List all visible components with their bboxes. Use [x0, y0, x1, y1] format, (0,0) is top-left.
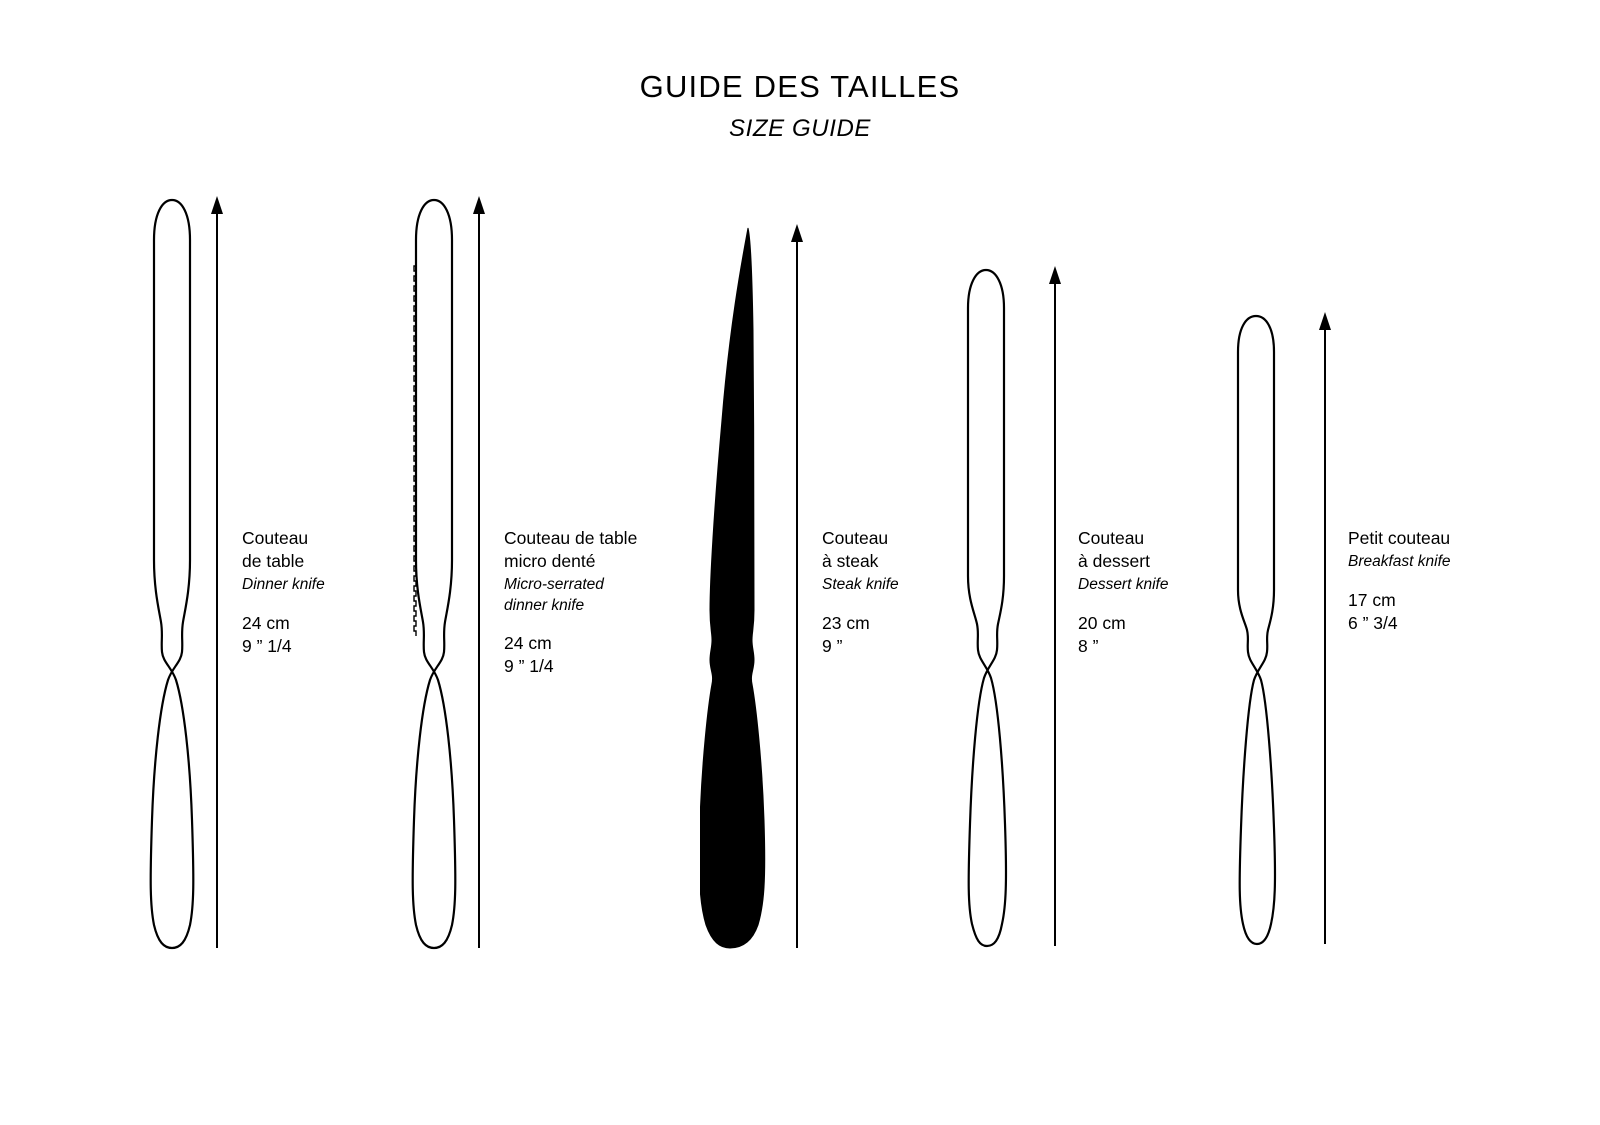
- breakfast-knife-size-cm: 17 cm: [1348, 589, 1396, 610]
- steak-knife-measure-arrow: [782, 0, 812, 1125]
- micro-serrated-knife-name-en-line2: dinner knife: [504, 596, 585, 614]
- steak-knife-name-fr-line2: à steak: [822, 551, 879, 572]
- micro-serrated-knife-name-fr-line1: Couteau de table: [504, 528, 638, 548]
- dessert-knife-size-cm: 20 cm: [1078, 612, 1126, 633]
- breakfast-knife-name-fr-line1: Petit couteau: [1348, 528, 1451, 548]
- dessert-knife-measure-arrow: [1040, 0, 1070, 1125]
- steak-knife-caption: [822, 527, 899, 658]
- dinner-knife-name-en: Dinner knife: [242, 576, 325, 594]
- page-title-fr: GUIDE DES TAILLES: [639, 69, 961, 104]
- steak-knife-name-en: Steak knife: [822, 576, 899, 594]
- page-title-en: SIZE GUIDE: [728, 114, 872, 142]
- dinner-knife-name-fr-line1: Couteau: [242, 528, 309, 548]
- dinner-knife-name-fr-line2: de table: [242, 551, 305, 572]
- dinner-knife-size-in: 9 ” 1/4: [242, 635, 292, 656]
- breakfast-knife-caption: [1348, 527, 1451, 635]
- micro-serrated-knife-measure-arrow: [464, 0, 494, 1125]
- dinner-knife-measure-arrow: [202, 0, 232, 1125]
- micro-serrated-knife-name-en-line1: Micro-serrated: [504, 576, 604, 594]
- dinner-knife-caption: [242, 527, 325, 658]
- dinner-knife-size-cm: 24 cm: [242, 612, 290, 633]
- micro-serrated-knife-size-in: 9 ” 1/4: [504, 656, 554, 677]
- dessert-knife-name-fr-line2: à dessert: [1078, 551, 1150, 572]
- dessert-knife-size-in: 8 ”: [1078, 635, 1099, 656]
- steak-knife-name-fr-line1: Couteau: [822, 528, 889, 548]
- breakfast-knife-size-in: 6 ” 3/4: [1348, 612, 1398, 633]
- steak-knife-size-cm: 23 cm: [822, 612, 870, 633]
- micro-serrated-knife-size-cm: 24 cm: [504, 633, 552, 654]
- micro-serrated-knife-name-fr-line2: micro denté: [504, 551, 596, 572]
- breakfast-knife-name-en: Breakfast knife: [1348, 553, 1451, 571]
- dessert-knife-caption: [1078, 527, 1168, 658]
- micro-serrated-knife-caption: [504, 527, 637, 678]
- breakfast-knife-measure-arrow: [1310, 0, 1340, 1125]
- dessert-knife-name-fr-line1: Couteau: [1078, 528, 1145, 548]
- steak-knife-size-in: 9 ”: [822, 635, 843, 656]
- dessert-knife-name-en: Dessert knife: [1078, 576, 1169, 594]
